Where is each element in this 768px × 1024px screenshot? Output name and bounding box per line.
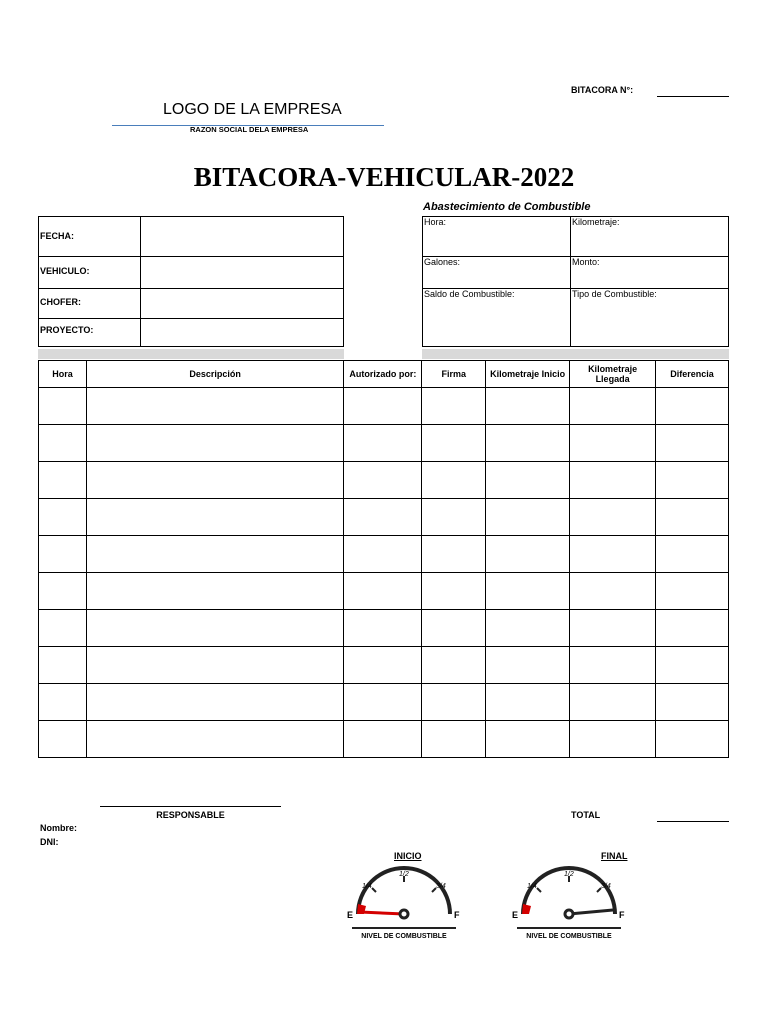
table-cell[interactable] bbox=[486, 388, 570, 425]
col-diferencia: Diferencia bbox=[656, 361, 729, 388]
inicio-label: INICIO bbox=[394, 851, 422, 861]
table-cell[interactable] bbox=[344, 425, 422, 462]
table-cell[interactable] bbox=[486, 499, 570, 536]
table-cell[interactable] bbox=[86, 499, 343, 536]
table-cell[interactable] bbox=[570, 462, 656, 499]
table-row bbox=[39, 721, 729, 758]
table-row bbox=[39, 684, 729, 721]
fuel-heading: Abastecimiento de Combustible bbox=[423, 201, 591, 213]
fuel-monto-label[interactable]: Monto: bbox=[572, 257, 600, 267]
total-line[interactable] bbox=[657, 821, 729, 822]
final-label: FINAL bbox=[601, 851, 628, 861]
table-cell[interactable] bbox=[486, 684, 570, 721]
table-cell[interactable] bbox=[86, 462, 343, 499]
table-cell[interactable] bbox=[344, 573, 422, 610]
table-cell[interactable] bbox=[486, 425, 570, 462]
table-cell[interactable] bbox=[422, 684, 486, 721]
bitacora-number-line[interactable] bbox=[657, 96, 729, 97]
gauge-e: E bbox=[512, 910, 519, 920]
table-cell[interactable] bbox=[39, 610, 87, 647]
table-cell[interactable] bbox=[86, 684, 343, 721]
table-cell[interactable] bbox=[86, 721, 343, 758]
gauge-half: 1/2 bbox=[564, 871, 574, 878]
table-cell[interactable] bbox=[656, 647, 729, 684]
table-cell[interactable] bbox=[39, 647, 87, 684]
table-cell[interactable] bbox=[422, 721, 486, 758]
table-cell[interactable] bbox=[344, 499, 422, 536]
total-label: TOTAL bbox=[571, 810, 601, 820]
table-cell[interactable] bbox=[86, 647, 343, 684]
table-row bbox=[39, 499, 729, 536]
fuel-galones-label[interactable]: Galones: bbox=[424, 257, 461, 267]
table-cell[interactable] bbox=[39, 388, 87, 425]
table-cell[interactable] bbox=[486, 647, 570, 684]
table-row bbox=[39, 647, 729, 684]
table-cell[interactable] bbox=[422, 462, 486, 499]
log-table bbox=[38, 360, 729, 758]
table-cell[interactable] bbox=[39, 462, 87, 499]
logo-placeholder: LOGO DE LA EMPRESA bbox=[163, 101, 342, 118]
fuel-kilometraje-label[interactable]: Kilometraje: bbox=[572, 217, 620, 227]
table-row bbox=[39, 462, 729, 499]
table-cell[interactable] bbox=[422, 573, 486, 610]
table-cell[interactable] bbox=[39, 536, 87, 573]
table-cell[interactable] bbox=[344, 536, 422, 573]
table-cell[interactable] bbox=[422, 499, 486, 536]
table-cell[interactable] bbox=[86, 610, 343, 647]
table-cell[interactable] bbox=[486, 573, 570, 610]
table-cell[interactable] bbox=[656, 499, 729, 536]
table-cell[interactable] bbox=[570, 425, 656, 462]
gauge-half: 1/2 bbox=[399, 871, 409, 878]
fuel-box bbox=[422, 216, 729, 347]
table-cell[interactable] bbox=[570, 536, 656, 573]
table-cell[interactable] bbox=[486, 536, 570, 573]
table-cell[interactable] bbox=[656, 573, 729, 610]
col-km-inicio: Kilometraje Inicio bbox=[486, 361, 570, 388]
razon-social: RAZON SOCIAL DELA EMPRESA bbox=[190, 125, 309, 134]
gauge-three-quarter: 3/4 bbox=[436, 883, 446, 890]
fuel-saldo-label[interactable]: Saldo de Combustible: bbox=[424, 289, 515, 299]
table-cell[interactable] bbox=[39, 499, 87, 536]
table-cell[interactable] bbox=[656, 536, 729, 573]
table-row bbox=[39, 573, 729, 610]
gauge-f: F bbox=[454, 910, 460, 920]
table-cell[interactable] bbox=[39, 573, 87, 610]
table-cell[interactable] bbox=[344, 610, 422, 647]
table-cell[interactable] bbox=[344, 721, 422, 758]
table-cell[interactable] bbox=[656, 388, 729, 425]
col-firma: Firma bbox=[422, 361, 486, 388]
proyecto-field[interactable] bbox=[141, 319, 343, 346]
fuel-hora-label[interactable]: Hora: bbox=[424, 217, 447, 227]
gauge-f: F bbox=[619, 910, 625, 920]
chofer-field[interactable] bbox=[141, 289, 343, 318]
separator-bar-left bbox=[38, 349, 344, 359]
table-cell[interactable] bbox=[86, 388, 343, 425]
table-row bbox=[39, 536, 729, 573]
col-autorizado: Autorizado por: bbox=[344, 361, 422, 388]
table-cell[interactable] bbox=[39, 684, 87, 721]
table-cell[interactable] bbox=[570, 721, 656, 758]
table-cell[interactable] bbox=[344, 647, 422, 684]
table-cell[interactable] bbox=[422, 388, 486, 425]
col-descripcion: Descripción bbox=[86, 361, 343, 388]
table-cell[interactable] bbox=[570, 573, 656, 610]
table-cell[interactable] bbox=[422, 647, 486, 684]
gauge-quarter: 1/4 bbox=[362, 883, 372, 890]
signature-line[interactable] bbox=[100, 806, 281, 807]
table-cell[interactable] bbox=[344, 388, 422, 425]
col-hora: Hora bbox=[39, 361, 87, 388]
table-cell[interactable] bbox=[86, 573, 343, 610]
nombre-label: Nombre: bbox=[40, 823, 78, 833]
table-cell[interactable] bbox=[39, 425, 87, 462]
table-cell[interactable] bbox=[39, 721, 87, 758]
table-cell[interactable] bbox=[486, 721, 570, 758]
table-cell[interactable] bbox=[656, 425, 729, 462]
table-cell[interactable] bbox=[422, 425, 486, 462]
fecha-field[interactable] bbox=[141, 217, 343, 256]
col-km-llegada: Kilometraje Llegada bbox=[570, 361, 656, 388]
table-cell[interactable] bbox=[656, 462, 729, 499]
table-cell[interactable] bbox=[656, 610, 729, 647]
table-cell[interactable] bbox=[486, 610, 570, 647]
table-cell[interactable] bbox=[344, 684, 422, 721]
table-cell[interactable] bbox=[422, 610, 486, 647]
bitacora-number-label: BITACORA N°: bbox=[571, 85, 634, 95]
table-cell[interactable] bbox=[570, 499, 656, 536]
table-cell[interactable] bbox=[86, 536, 343, 573]
fuel-gauge-final[interactable] bbox=[509, 866, 629, 942]
page-title: BITACORA-VEHICULAR-2022 bbox=[193, 162, 575, 192]
table-row bbox=[39, 425, 729, 462]
gauge-quarter: 1/4 bbox=[527, 883, 537, 890]
separator-bar-right bbox=[422, 349, 729, 359]
gauge-three-quarter: 3/4 bbox=[601, 883, 611, 890]
table-cell[interactable] bbox=[344, 462, 422, 499]
gauge-caption: NIVEL DE COMBUSTIBLE bbox=[526, 933, 612, 940]
fuel-tipo-label[interactable]: Tipo de Combustible: bbox=[572, 289, 657, 299]
table-cell[interactable] bbox=[570, 610, 656, 647]
table-cell[interactable] bbox=[422, 536, 486, 573]
table-cell[interactable] bbox=[570, 647, 656, 684]
table-cell[interactable] bbox=[570, 388, 656, 425]
vehiculo-label: VEHICULO: bbox=[40, 266, 90, 276]
fuel-gauge-inicio[interactable] bbox=[344, 866, 464, 942]
proyecto-label: PROYECTO: bbox=[40, 325, 94, 335]
table-cell[interactable] bbox=[486, 462, 570, 499]
dni-label: DNI: bbox=[40, 837, 59, 847]
table-cell[interactable] bbox=[570, 684, 656, 721]
vehiculo-field[interactable] bbox=[141, 257, 343, 288]
table-cell[interactable] bbox=[86, 425, 343, 462]
log-table-header bbox=[39, 361, 729, 388]
table-cell[interactable] bbox=[656, 721, 729, 758]
responsable-label: RESPONSABLE bbox=[156, 810, 225, 820]
fecha-label: FECHA: bbox=[40, 231, 74, 241]
table-cell[interactable] bbox=[656, 684, 729, 721]
table-row bbox=[39, 610, 729, 647]
gauge-e: E bbox=[347, 910, 354, 920]
chofer-label: CHOFER: bbox=[40, 297, 81, 307]
gauge-caption: NIVEL DE COMBUSTIBLE bbox=[361, 933, 447, 940]
table-row bbox=[39, 388, 729, 425]
